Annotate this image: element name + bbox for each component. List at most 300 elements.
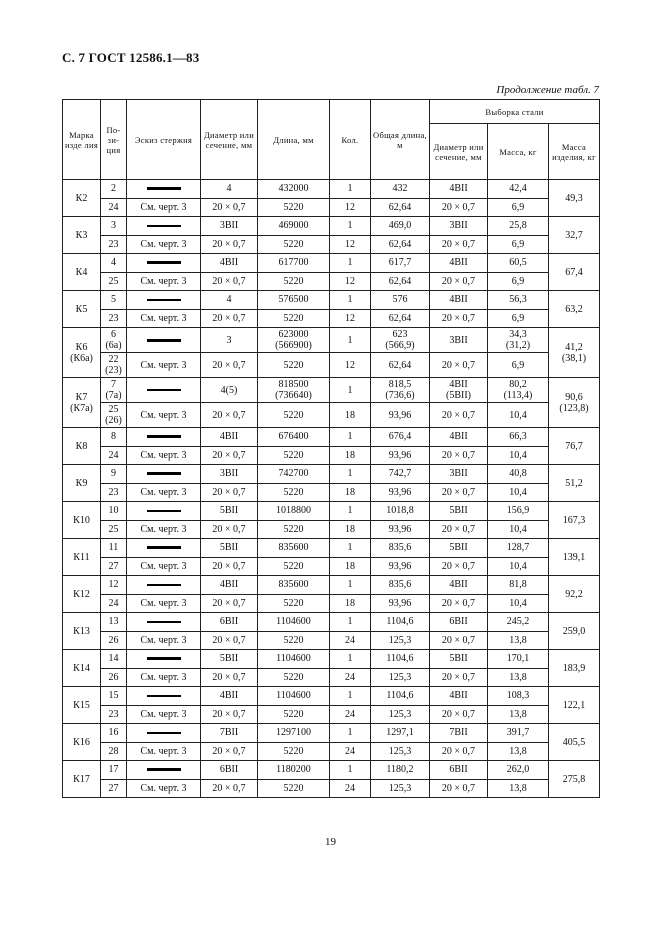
cell-total-length: 617,7 [371, 254, 430, 273]
cell-item-mark: К11 [63, 539, 101, 576]
cell-diameter: 20 × 0,7 [201, 557, 258, 576]
cell-length: 5220 [258, 742, 330, 761]
cell-diameter: 20 × 0,7 [201, 742, 258, 761]
cell-quantity: 12 [330, 272, 371, 291]
cell-steel-mass: 60,5 [488, 254, 549, 273]
rod-sketch-icon [147, 299, 181, 301]
cell-diameter: 20 × 0,7 [201, 631, 258, 650]
cell-length: 5220 [258, 272, 330, 291]
cell-item-mark: К12 [63, 576, 101, 613]
cell-steel-mass: 156,9 [488, 502, 549, 521]
cell-total-length: 93,96 [371, 446, 430, 465]
cell-total-length: 125,3 [371, 779, 430, 798]
cell-position: 17 [101, 761, 127, 780]
cell-item-mark: К7 (К7а) [63, 378, 101, 428]
cell-total-length: 93,96 [371, 483, 430, 502]
cell-diameter: 20 × 0,7 [201, 668, 258, 687]
cell-total-length: 818,5 (736,6) [371, 378, 430, 403]
cell-sketch-reference: См. черт. 3 [127, 446, 201, 465]
cell-position: 27 [101, 779, 127, 798]
cell-quantity: 18 [330, 446, 371, 465]
cell-item-mass: 275,8 [549, 761, 600, 798]
cell-position: 5 [101, 291, 127, 310]
cell-quantity: 1 [330, 291, 371, 310]
cell-quantity: 24 [330, 779, 371, 798]
cell-length: 469000 [258, 217, 330, 236]
cell-quantity: 18 [330, 403, 371, 428]
cell-diameter: 20 × 0,7 [201, 353, 258, 378]
cell-length: 5220 [258, 668, 330, 687]
table-row [63, 705, 600, 724]
table-row [63, 576, 600, 595]
cell-diameter: 6ВII [201, 761, 258, 780]
cell-diameter: 4ВII [201, 254, 258, 273]
cell-position: 10 [101, 502, 127, 521]
cell-diameter: 20 × 0,7 [201, 594, 258, 613]
cell-steel-mass: 10,4 [488, 520, 549, 539]
cell-diameter: 20 × 0,7 [201, 309, 258, 328]
cell-diameter: 5ВII [201, 650, 258, 669]
cell-position: 25 [101, 272, 127, 291]
table-row [63, 520, 600, 539]
cell-length: 742700 [258, 465, 330, 484]
cell-quantity: 12 [330, 353, 371, 378]
cell-length: 5220 [258, 198, 330, 217]
cell-diameter: 5ВII [201, 502, 258, 521]
cell-position: 13 [101, 613, 127, 632]
table-row [63, 428, 600, 447]
cell-total-length: 742,7 [371, 465, 430, 484]
cell-diameter: 4ВII [201, 428, 258, 447]
cell-item-mass: 183,9 [549, 650, 600, 687]
cell-sketch [127, 465, 201, 484]
cell-sketch-reference: См. черт. 3 [127, 779, 201, 798]
cell-sketch [127, 687, 201, 706]
cell-quantity: 1 [330, 761, 371, 780]
col-header-quantity: Кол. [330, 100, 371, 180]
cell-position: 6 (6а) [101, 328, 127, 353]
cell-steel-diameter: 4ВII (5ВII) [430, 378, 488, 403]
cell-position: 4 [101, 254, 127, 273]
cell-steel-diameter: 20 × 0,7 [430, 483, 488, 502]
cell-quantity: 12 [330, 198, 371, 217]
cell-quantity: 1 [330, 576, 371, 595]
table-row [63, 198, 600, 217]
cell-steel-diameter: 4ВII [430, 254, 488, 273]
cell-quantity: 12 [330, 235, 371, 254]
cell-sketch [127, 539, 201, 558]
table-row [63, 353, 600, 378]
cell-quantity: 1 [330, 650, 371, 669]
cell-item-mark: К14 [63, 650, 101, 687]
rod-sketch-icon [147, 695, 181, 697]
cell-steel-mass: 262,0 [488, 761, 549, 780]
cell-steel-diameter: 3ВII [430, 465, 488, 484]
cell-quantity: 1 [330, 539, 371, 558]
col-header-mark: Марка изде лия [63, 100, 101, 180]
cell-length: 1104600 [258, 650, 330, 669]
cell-steel-mass: 10,4 [488, 557, 549, 576]
cell-sketch [127, 328, 201, 353]
cell-item-mark: К8 [63, 428, 101, 465]
cell-sketch-reference: См. черт. 3 [127, 272, 201, 291]
cell-diameter: 4 [201, 180, 258, 199]
cell-item-mark: К10 [63, 502, 101, 539]
col-header-position: По- зи- ция [101, 100, 127, 180]
table-row [63, 779, 600, 798]
cell-item-mass: 167,3 [549, 502, 600, 539]
cell-steel-diameter: 4ВII [430, 291, 488, 310]
cell-length: 5220 [258, 403, 330, 428]
cell-quantity: 24 [330, 705, 371, 724]
cell-steel-mass: 170,1 [488, 650, 549, 669]
cell-item-mass: 90,6 (123,8) [549, 378, 600, 428]
table-row [63, 742, 600, 761]
cell-total-length: 1104,6 [371, 613, 430, 632]
cell-item-mark: К17 [63, 761, 101, 798]
col-header-sketch: Эскиз стержня [127, 100, 201, 180]
cell-total-length: 62,64 [371, 272, 430, 291]
col-header-steel-sampling: Выборка стали [430, 100, 600, 124]
cell-quantity: 1 [330, 328, 371, 353]
cell-total-length: 125,3 [371, 742, 430, 761]
cell-item-mass: 49,3 [549, 180, 600, 217]
cell-steel-mass: 13,8 [488, 779, 549, 798]
cell-length: 835600 [258, 539, 330, 558]
cell-item-mark: К2 [63, 180, 101, 217]
rod-sketch-icon [147, 657, 181, 660]
cell-steel-mass: 6,9 [488, 353, 549, 378]
cell-quantity: 18 [330, 520, 371, 539]
cell-steel-mass: 13,8 [488, 668, 549, 687]
cell-steel-diameter: 7ВII [430, 724, 488, 743]
table-row [63, 291, 600, 310]
cell-quantity: 1 [330, 465, 371, 484]
cell-total-length: 1104,6 [371, 650, 430, 669]
cell-position: 14 [101, 650, 127, 669]
cell-steel-diameter: 20 × 0,7 [430, 668, 488, 687]
table-row [63, 217, 600, 236]
cell-position: 23 [101, 309, 127, 328]
cell-sketch [127, 724, 201, 743]
cell-diameter: 20 × 0,7 [201, 779, 258, 798]
table-row [63, 687, 600, 706]
cell-diameter: 3ВII [201, 217, 258, 236]
cell-steel-mass: 34,3 (31,2) [488, 328, 549, 353]
cell-diameter: 4ВII [201, 687, 258, 706]
cell-steel-diameter: 3ВII [430, 328, 488, 353]
cell-length: 5220 [258, 520, 330, 539]
cell-position: 24 [101, 198, 127, 217]
cell-position: 9 [101, 465, 127, 484]
cell-steel-diameter: 5ВII [430, 539, 488, 558]
cell-steel-mass: 6,9 [488, 309, 549, 328]
col-header-item-mass: Масса изделия, кг [549, 124, 600, 180]
cell-quantity: 1 [330, 180, 371, 199]
table-row [63, 254, 600, 273]
rod-sketch-icon [147, 732, 181, 734]
cell-sketch [127, 180, 201, 199]
cell-steel-mass: 245,2 [488, 613, 549, 632]
cell-diameter: 20 × 0,7 [201, 520, 258, 539]
cell-quantity: 1 [330, 687, 371, 706]
table-row [63, 668, 600, 687]
rod-sketch-icon [147, 435, 181, 438]
cell-total-length: 62,64 [371, 198, 430, 217]
cell-sketch-reference: См. черт. 3 [127, 198, 201, 217]
cell-diameter: 20 × 0,7 [201, 198, 258, 217]
cell-steel-mass: 40,8 [488, 465, 549, 484]
page-number: 19 [325, 836, 336, 848]
col-header-diameter: Диаметр или сечение, мм [201, 100, 258, 180]
table-row [63, 631, 600, 650]
cell-quantity: 18 [330, 594, 371, 613]
cell-length: 676400 [258, 428, 330, 447]
cell-length: 5220 [258, 594, 330, 613]
cell-total-length: 1018,8 [371, 502, 430, 521]
cell-length: 432000 [258, 180, 330, 199]
cell-length: 835600 [258, 576, 330, 595]
cell-diameter: 4 [201, 291, 258, 310]
cell-diameter: 20 × 0,7 [201, 235, 258, 254]
cell-steel-diameter: 4ВII [430, 428, 488, 447]
cell-steel-diameter: 4ВII [430, 180, 488, 199]
cell-diameter: 3ВII [201, 465, 258, 484]
cell-quantity: 1 [330, 502, 371, 521]
cell-steel-mass: 10,4 [488, 594, 549, 613]
cell-sketch [127, 613, 201, 632]
cell-sketch [127, 254, 201, 273]
rod-sketch-icon [147, 187, 181, 190]
cell-item-mass: 92,2 [549, 576, 600, 613]
cell-position: 27 [101, 557, 127, 576]
cell-item-mass: 139,1 [549, 539, 600, 576]
cell-steel-diameter: 20 × 0,7 [430, 309, 488, 328]
cell-position: 28 [101, 742, 127, 761]
cell-steel-diameter: 20 × 0,7 [430, 272, 488, 291]
cell-total-length: 1297,1 [371, 724, 430, 743]
cell-total-length: 432 [371, 180, 430, 199]
cell-total-length: 125,3 [371, 631, 430, 650]
cell-sketch-reference: См. черт. 3 [127, 668, 201, 687]
cell-item-mark: К16 [63, 724, 101, 761]
cell-item-mass: 76,7 [549, 428, 600, 465]
cell-sketch [127, 650, 201, 669]
cell-steel-diameter: 6ВII [430, 761, 488, 780]
cell-steel-diameter: 20 × 0,7 [430, 705, 488, 724]
cell-total-length: 93,96 [371, 557, 430, 576]
cell-total-length: 62,64 [371, 353, 430, 378]
cell-diameter: 20 × 0,7 [201, 272, 258, 291]
rod-sketch-icon [147, 584, 181, 586]
cell-steel-diameter: 20 × 0,7 [430, 446, 488, 465]
cell-total-length: 125,3 [371, 705, 430, 724]
table-continuation-note: Продолжение табл. 7 [496, 84, 599, 96]
cell-steel-mass: 42,4 [488, 180, 549, 199]
cell-steel-mass: 56,3 [488, 291, 549, 310]
cell-item-mark: К13 [63, 613, 101, 650]
cell-sketch [127, 291, 201, 310]
cell-position: 24 [101, 446, 127, 465]
cell-item-mass: 32,7 [549, 217, 600, 254]
cell-length: 1104600 [258, 687, 330, 706]
cell-total-length: 1180,2 [371, 761, 430, 780]
cell-total-length: 62,64 [371, 235, 430, 254]
cell-steel-mass: 13,8 [488, 705, 549, 724]
cell-steel-diameter: 20 × 0,7 [430, 742, 488, 761]
cell-position: 25 [101, 520, 127, 539]
cell-position: 12 [101, 576, 127, 595]
table-row [63, 446, 600, 465]
cell-steel-mass: 10,4 [488, 446, 549, 465]
cell-length: 5220 [258, 309, 330, 328]
table-row [63, 309, 600, 328]
cell-total-length: 469,0 [371, 217, 430, 236]
cell-total-length: 93,96 [371, 403, 430, 428]
rod-sketch-icon [147, 768, 181, 771]
table-row [63, 502, 600, 521]
table-row [63, 378, 600, 403]
cell-length: 623000 (566900) [258, 328, 330, 353]
cell-steel-mass: 10,4 [488, 403, 549, 428]
rod-sketch-icon [147, 225, 181, 227]
col-header-total-length: Общая длина, м [371, 100, 430, 180]
cell-length: 617700 [258, 254, 330, 273]
cell-steel-mass: 391,7 [488, 724, 549, 743]
cell-item-mass: 51,2 [549, 465, 600, 502]
rod-sketch-icon [147, 621, 181, 623]
cell-steel-mass: 108,3 [488, 687, 549, 706]
cell-steel-diameter: 20 × 0,7 [430, 403, 488, 428]
cell-length: 576500 [258, 291, 330, 310]
cell-sketch-reference: См. черт. 3 [127, 520, 201, 539]
cell-length: 1297100 [258, 724, 330, 743]
table-row [63, 724, 600, 743]
cell-steel-diameter: 20 × 0,7 [430, 631, 488, 650]
table-row [63, 557, 600, 576]
cell-length: 5220 [258, 705, 330, 724]
cell-sketch-reference: См. черт. 3 [127, 235, 201, 254]
cell-sketch-reference: См. черт. 3 [127, 483, 201, 502]
cell-sketch [127, 378, 201, 403]
cell-length: 5220 [258, 353, 330, 378]
rod-sketch-icon [147, 261, 181, 264]
cell-item-mass: 67,4 [549, 254, 600, 291]
cell-quantity: 24 [330, 742, 371, 761]
table-row [63, 539, 600, 558]
cell-steel-mass: 6,9 [488, 198, 549, 217]
table-row [63, 235, 600, 254]
cell-steel-diameter: 20 × 0,7 [430, 557, 488, 576]
cell-item-mark: К4 [63, 254, 101, 291]
cell-length: 1180200 [258, 761, 330, 780]
cell-position: 22 (23) [101, 353, 127, 378]
cell-steel-diameter: 5ВII [430, 650, 488, 669]
cell-sketch [127, 761, 201, 780]
cell-quantity: 18 [330, 557, 371, 576]
cell-item-mark: К6 (К6а) [63, 328, 101, 378]
cell-item-mass: 41,2 (38,1) [549, 328, 600, 378]
cell-item-mark: К5 [63, 291, 101, 328]
cell-sketch-reference: См. черт. 3 [127, 403, 201, 428]
cell-sketch-reference: См. черт. 3 [127, 594, 201, 613]
cell-total-length: 1104,6 [371, 687, 430, 706]
cell-total-length: 125,3 [371, 668, 430, 687]
cell-sketch-reference: См. черт. 3 [127, 353, 201, 378]
cell-position: 15 [101, 687, 127, 706]
cell-steel-diameter: 5ВII [430, 502, 488, 521]
cell-position: 26 [101, 631, 127, 650]
cell-quantity: 24 [330, 668, 371, 687]
rod-sketch-icon [147, 546, 181, 549]
cell-steel-diameter: 3ВII [430, 217, 488, 236]
table-row [63, 403, 600, 428]
cell-sketch-reference: См. черт. 3 [127, 309, 201, 328]
cell-diameter: 20 × 0,7 [201, 705, 258, 724]
cell-quantity: 1 [330, 254, 371, 273]
cell-diameter: 3 [201, 328, 258, 353]
cell-quantity: 1 [330, 217, 371, 236]
cell-position: 7 (7а) [101, 378, 127, 403]
table-row [63, 761, 600, 780]
cell-sketch-reference: См. черт. 3 [127, 631, 201, 650]
col-header-length: Длина, мм [258, 100, 330, 180]
cell-quantity: 1 [330, 378, 371, 403]
cell-steel-mass: 6,9 [488, 272, 549, 291]
table-row [63, 613, 600, 632]
cell-diameter: 6ВII [201, 613, 258, 632]
cell-length: 5220 [258, 235, 330, 254]
cell-position: 25 (26) [101, 403, 127, 428]
cell-quantity: 24 [330, 631, 371, 650]
cell-total-length: 835,6 [371, 576, 430, 595]
cell-position: 8 [101, 428, 127, 447]
cell-position: 23 [101, 705, 127, 724]
cell-total-length: 62,64 [371, 309, 430, 328]
cell-position: 2 [101, 180, 127, 199]
col-header-steel-diameter: Диаметр или сечение, мм [430, 124, 488, 180]
cell-steel-diameter: 4ВII [430, 687, 488, 706]
rod-sketch-icon [147, 389, 181, 391]
table-row [63, 650, 600, 669]
cell-length: 1018800 [258, 502, 330, 521]
cell-steel-mass: 13,8 [488, 631, 549, 650]
cell-sketch-reference: См. черт. 3 [127, 742, 201, 761]
table-row [63, 328, 600, 353]
rod-sketch-icon [147, 472, 181, 475]
table-row [63, 272, 600, 291]
cell-sketch [127, 217, 201, 236]
table-body [63, 180, 600, 798]
cell-steel-diameter: 20 × 0,7 [430, 235, 488, 254]
table-row [63, 594, 600, 613]
cell-steel-diameter: 20 × 0,7 [430, 594, 488, 613]
cell-length: 818500 (736640) [258, 378, 330, 403]
cell-item-mass: 63,2 [549, 291, 600, 328]
cell-total-length: 93,96 [371, 594, 430, 613]
cell-position: 3 [101, 217, 127, 236]
cell-sketch-reference: См. черт. 3 [127, 557, 201, 576]
cell-quantity: 1 [330, 724, 371, 743]
rod-sketch-icon [147, 339, 181, 342]
cell-total-length: 623 (566,9) [371, 328, 430, 353]
table-header [63, 100, 600, 180]
table-row [63, 180, 600, 199]
cell-total-length: 93,96 [371, 520, 430, 539]
cell-diameter: 7ВII [201, 724, 258, 743]
cell-quantity: 18 [330, 483, 371, 502]
cell-length: 5220 [258, 779, 330, 798]
